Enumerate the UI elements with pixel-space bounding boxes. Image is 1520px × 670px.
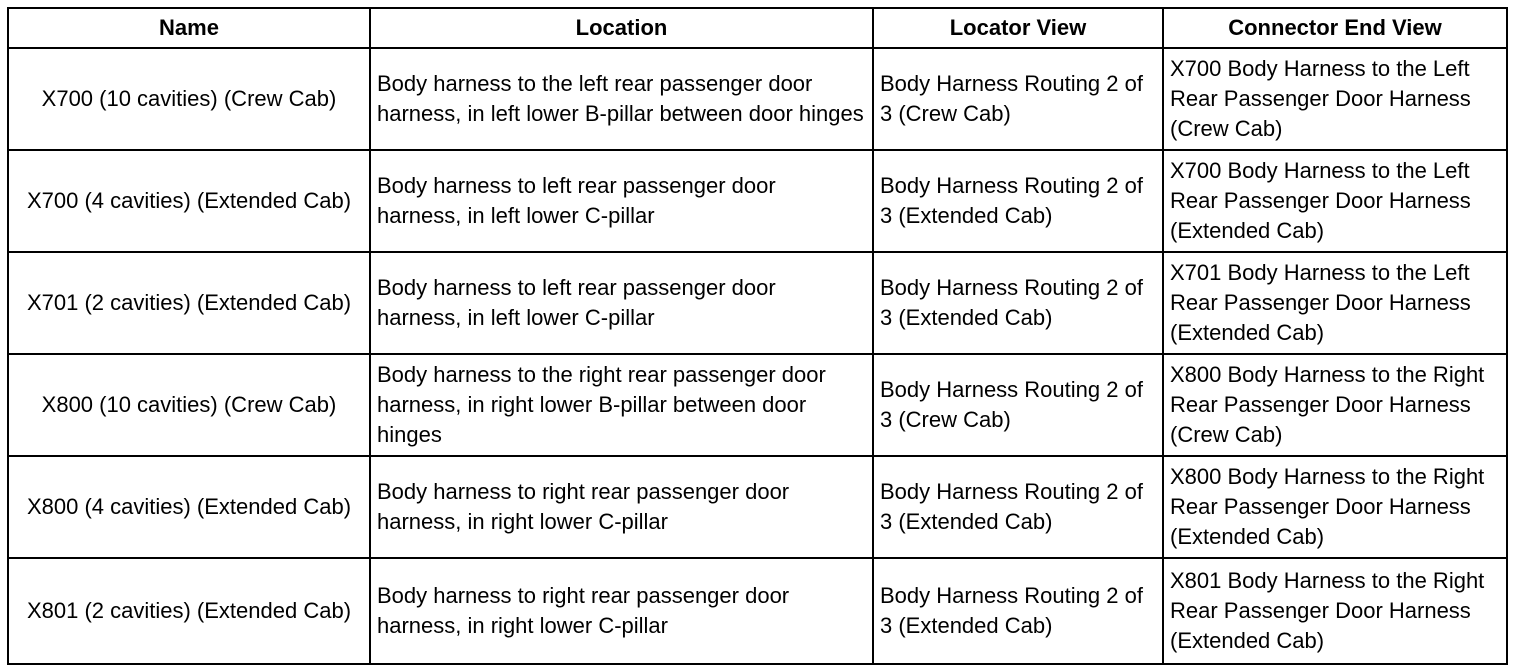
table-row bbox=[8, 48, 1507, 150]
header-row bbox=[8, 8, 1507, 48]
cell-location: Body harness to left rear passenger door harness, in left lower C-pillar bbox=[370, 150, 873, 252]
cell-locator-view: Body Harness Routing 2 of 3 (Extended Cab) bbox=[873, 150, 1163, 252]
header-locator-view: Locator View bbox=[873, 8, 1163, 48]
cell-location: Body harness to the right rear passenger door harness, in right lower B-pillar between door hinges bbox=[370, 354, 873, 456]
table-row bbox=[8, 558, 1507, 664]
cell-locator-view: Body Harness Routing 2 of 3 (Extended Cab) bbox=[873, 252, 1163, 354]
cell-name: X700 (4 cavities) (Extended Cab) bbox=[8, 150, 370, 252]
cell-name: X701 (2 cavities) (Extended Cab) bbox=[8, 252, 370, 354]
header-name: Name bbox=[8, 8, 370, 48]
cell-locator-view: Body Harness Routing 2 of 3 (Extended Cab) bbox=[873, 456, 1163, 558]
cell-locator-view: Body Harness Routing 2 of 3 (Crew Cab) bbox=[873, 48, 1163, 150]
connector-table bbox=[7, 7, 1508, 665]
cell-connector-end-view: X700 Body Harness to the Left Rear Passenger Door Harness (Extended Cab) bbox=[1163, 150, 1507, 252]
cell-location: Body harness to right rear passenger door harness, in right lower C-pillar bbox=[370, 456, 873, 558]
table-row bbox=[8, 252, 1507, 354]
cell-connector-end-view: X701 Body Harness to the Left Rear Passenger Door Harness (Extended Cab) bbox=[1163, 252, 1507, 354]
table-row bbox=[8, 150, 1507, 252]
cell-name: X800 (4 cavities) (Extended Cab) bbox=[8, 456, 370, 558]
cell-location: Body harness to the left rear passenger door harness, in left lower B-pillar between door hinges bbox=[370, 48, 873, 150]
table-row bbox=[8, 354, 1507, 456]
header-location: Location bbox=[370, 8, 873, 48]
cell-connector-end-view: X800 Body Harness to the Right Rear Passenger Door Harness (Crew Cab) bbox=[1163, 354, 1507, 456]
cell-connector-end-view: X800 Body Harness to the Right Rear Passenger Door Harness (Extended Cab) bbox=[1163, 456, 1507, 558]
cell-name: X800 (10 cavities) (Crew Cab) bbox=[8, 354, 370, 456]
cell-locator-view: Body Harness Routing 2 of 3 (Crew Cab) bbox=[873, 354, 1163, 456]
cell-name: X801 (2 cavities) (Extended Cab) bbox=[8, 558, 370, 664]
table-row bbox=[8, 456, 1507, 558]
cell-location: Body harness to right rear passenger door harness, in right lower C-pillar bbox=[370, 558, 873, 664]
cell-location: Body harness to left rear passenger door harness, in left lower C-pillar bbox=[370, 252, 873, 354]
cell-connector-end-view: X700 Body Harness to the Left Rear Passenger Door Harness (Crew Cab) bbox=[1163, 48, 1507, 150]
cell-connector-end-view: X801 Body Harness to the Right Rear Passenger Door Harness (Extended Cab) bbox=[1163, 558, 1507, 664]
cell-name: X700 (10 cavities) (Crew Cab) bbox=[8, 48, 370, 150]
header-connector-end-view: Connector End View bbox=[1163, 8, 1507, 48]
cell-locator-view: Body Harness Routing 2 of 3 (Extended Cab) bbox=[873, 558, 1163, 664]
